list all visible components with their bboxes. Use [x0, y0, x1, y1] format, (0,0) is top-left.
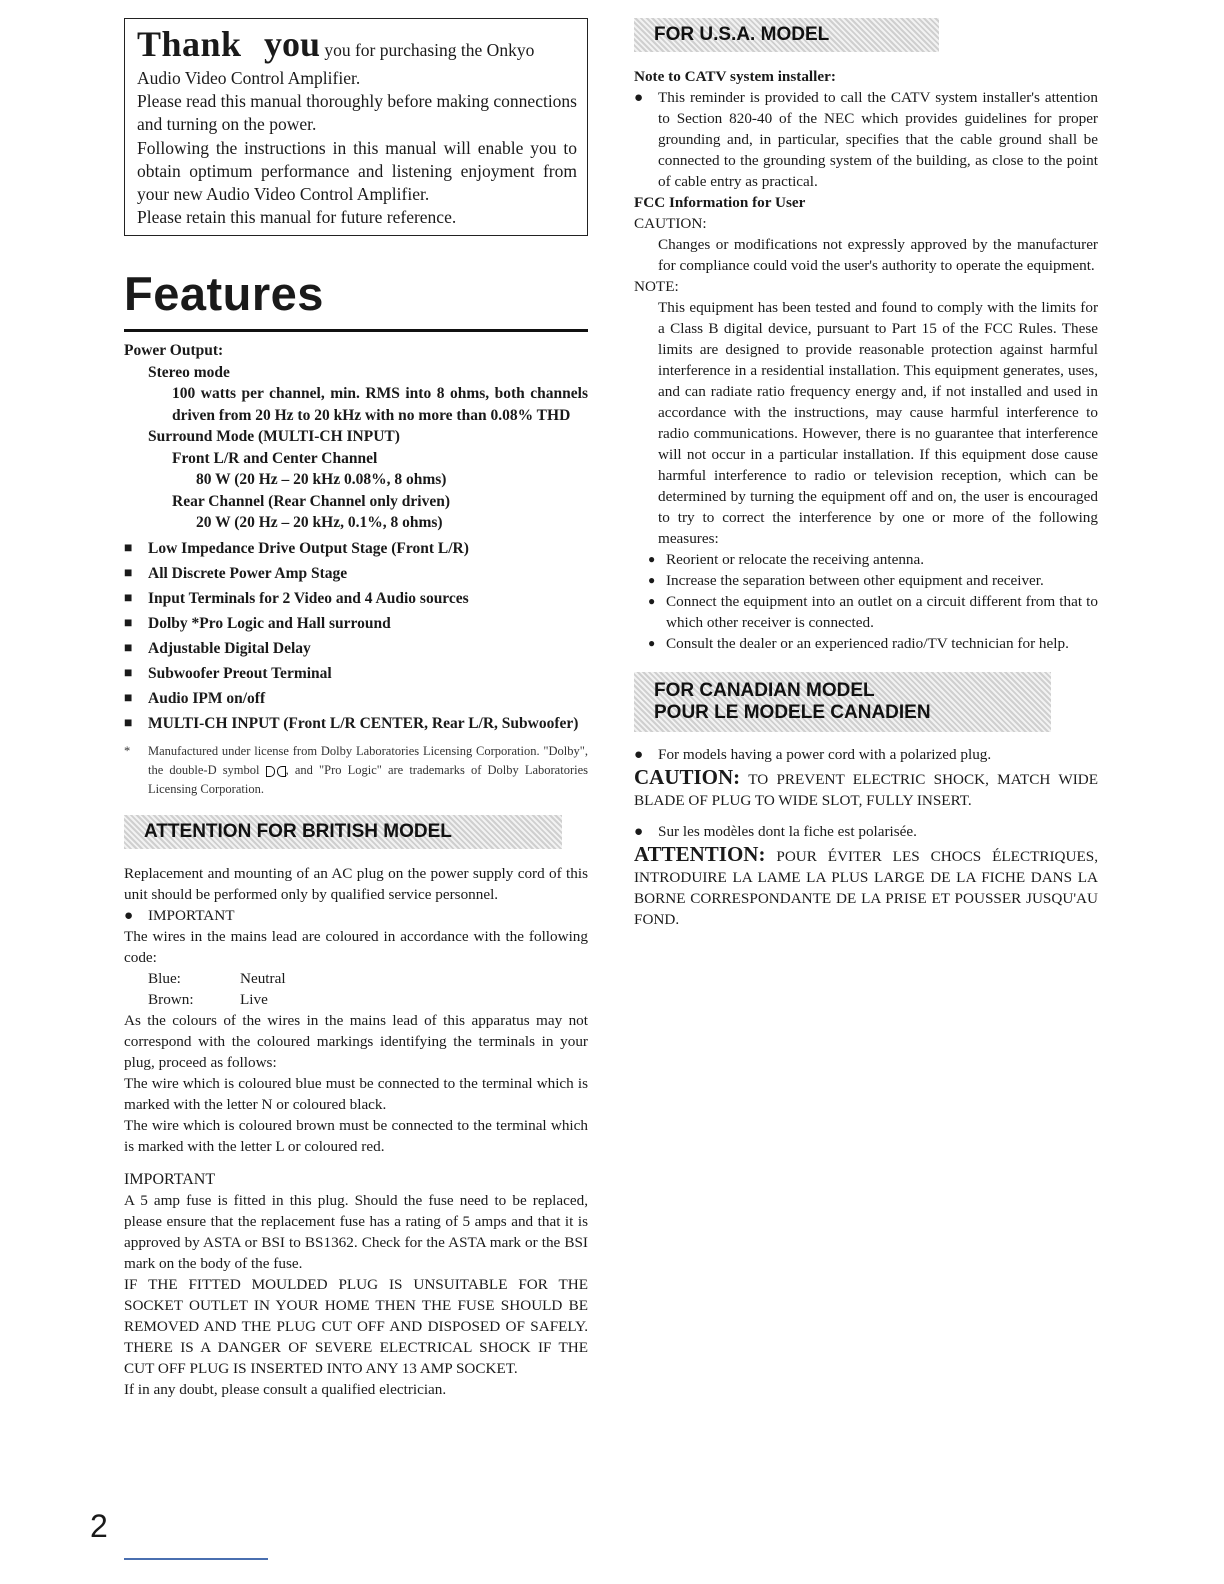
feature-bullet — [124, 563, 588, 584]
thank-you-first-line — [137, 24, 577, 67]
catv-text: This reminder is provided to call the CATV system installer's attention to Section 820-40 of the NEC which provides guidelines for proper grounding and, in particular, specifies that the cable ground shall be connected to the grounding system of the building, as close to the point of cable entry as practical. — [658, 89, 1098, 190]
british-p2: The wires in the mains lead are coloured in accordance with the following code: — [124, 927, 588, 966]
british-p5: The wire which is coloured brown must be connected to the terminal which is marked with the letter L or coloured red. — [124, 1116, 588, 1155]
canada-caution — [634, 767, 1098, 811]
british-p7: IF THE FITTED MOULDED PLUG IS UNSUITABLE FOR THE SOCKET OUTLET IN YOUR HOME THEN THE FUSE SHOULD BE REMOVED AND THE PLUG CUT OFF AND DISPOSED OF SAFELY. THERE IS A DANGER OF SEVERE ELECTRICAL SHOCK IF THE CUT OFF PLUG IS INSERTED INTO ANY 13 AMP SOCKET. — [124, 1275, 588, 1377]
dot-icon: ● — [634, 823, 644, 840]
measure-text: Connect the equipment into an outlet on a circuit different from that to which other receiver is connected. — [666, 593, 1098, 631]
measure-item — [648, 633, 1098, 654]
attention-big: ATTENTION: — [634, 842, 766, 866]
thank-you-line4: Following the instructions in this manual will enable you to obtain optimum performance and listening enjoyment from your new Audio Video Control Amplifier. — [137, 137, 577, 205]
rear-channel: Rear Channel (Rear Channel only driven) — [172, 492, 451, 510]
wire-brown-value: Live — [240, 990, 268, 1008]
dot-icon: ● — [124, 906, 134, 924]
caution-label: CAUTION: — [634, 215, 707, 232]
features-section — [124, 340, 588, 799]
canada-banner-line2: POUR LE MODELE CANADIEN — [654, 702, 931, 723]
wire-blue-value: Neutral — [240, 969, 286, 987]
square-bullet-icon: ■ — [124, 590, 133, 606]
measures-list — [634, 549, 1098, 654]
square-bullet-icon: ■ — [124, 540, 133, 556]
caution-big: CAUTION: — [634, 765, 741, 789]
surround-mode: Surround Mode (MULTI-CH INPUT) — [148, 428, 400, 446]
square-bullet-icon: ■ — [124, 565, 133, 581]
note-text: This equipment has been tested and found to comply with the limits for a Class B digital device, pursuant to Part 15 of the FCC Rules. These limits are designed to provide reasonable protection against harmful interference in a residential installation. This equipment generates, uses, and can radiate ratio frequency energy and, if not installed and used in accordance with the instructions, may cause harmful interference to radio communications. However, there is no guarantee that interference will not occur in a particular installation. If this equipment dose cause harmful interference to radio or television reception, which can be determined by turning the equipment off and on, the user is encouraged to try to correct the interference by one or more of the following measures: — [658, 299, 1098, 547]
you-word: you — [263, 24, 320, 64]
footer-rule — [124, 1558, 268, 1560]
dot-icon: ● — [634, 746, 644, 763]
british-p1: Replacement and mounting of an AC plug on the power supply cord of this unit should be performed only by qualified service personnel. — [124, 864, 588, 903]
canada-banner-wrap — [634, 672, 1098, 732]
usa-banner: FOR U.S.A. MODEL — [634, 18, 939, 52]
feature-bullet-text: Subwoofer Preout Terminal — [148, 664, 332, 682]
important-label: IMPORTANT — [148, 906, 235, 924]
british-p8: If in any doubt, please consult a qualified electrician. — [124, 1380, 447, 1398]
wire-brown-row — [124, 989, 588, 1010]
measure-item — [648, 591, 1098, 633]
dot-icon: ● — [648, 552, 656, 566]
stereo-mode: Stereo mode — [148, 363, 230, 381]
thank-word: Thank — [137, 24, 242, 64]
british-banner: ATTENTION FOR BRITISH MODEL — [124, 815, 562, 849]
thank-you-line1: you for purchasing the Onkyo — [324, 40, 535, 60]
front-center-channel: Front L/R and Center Channel — [172, 449, 378, 467]
note-label: NOTE: — [634, 278, 679, 295]
thank-you-line5: Please retain this manual for future reference. — [137, 207, 457, 228]
canada-attention-text: POUR ÉVITER LES CHOCS ÉLECTRIQUES, INTRODUIRE LA LAME LA PLUS LARGE DE LA FICHE DANS LA BORNE CORRESPONDANTE DE LA PRISE ET POUSSER JUSQU'AU FOND. — [634, 848, 1098, 928]
british-p6: A 5 amp fuse is fitted in this plug. Should the fuse need to be replaced, please ensure that the replacement fuse has a rating of 5 amps and that it is approved by ASTA or BSI to BS1362. Check for the ASTA mark or the BSI mark on the body of the fuse. — [124, 1191, 588, 1272]
fcc-heading: FCC Information for User — [634, 194, 806, 211]
usa-banner-wrap — [634, 18, 1098, 52]
power-output-heading: Power Output: — [124, 342, 224, 360]
footnote-text-b: , and "Pro Logic" are trademarks of Dolby Laboratories Licensing Corporation. — [148, 762, 589, 796]
important-heading: IMPORTANT — [124, 1170, 216, 1188]
feature-bullet-text: Low Impedance Drive Output Stage (Front L/R) — [148, 539, 469, 557]
measure-item — [648, 570, 1098, 591]
rear-spec: 20 W (20 Hz – 20 kHz, 0.1%, 8 ohms) — [196, 514, 443, 532]
front-spec: 80 W (20 Hz – 20 kHz 0.08%, 8 ohms) — [196, 471, 447, 489]
canada-banner-line1: FOR CANADIAN MODEL — [654, 680, 875, 701]
canada-fr-text: Sur les modèles dont la fiche est polarisée. — [658, 823, 917, 840]
feature-bullet-text: Adjustable Digital Delay — [148, 639, 311, 657]
square-bullet-icon: ■ — [124, 690, 133, 706]
usa-section — [634, 66, 1098, 654]
canada-fr-bullet — [634, 821, 1098, 842]
wire-blue-row — [124, 968, 588, 989]
feature-bullet — [124, 688, 588, 709]
british-section — [124, 863, 588, 1400]
canada-caution-text: TO PREVENT ELECTRIC SHOCK, MATCH WIDE BLADE OF PLUG TO WIDE SLOT, FULLY INSERT. — [634, 771, 1098, 809]
footnote-star: * — [124, 743, 131, 758]
right-column — [634, 18, 1098, 930]
feature-bullet — [124, 713, 588, 734]
feature-bullet-text: Audio IPM on/off — [148, 689, 266, 707]
canada-banner — [634, 672, 1051, 732]
canada-section — [634, 744, 1098, 930]
canada-en-text: For models having a power cord with a polarized plug. — [658, 746, 992, 763]
dot-icon: ● — [648, 636, 656, 650]
british-p3: As the colours of the wires in the mains lead of this apparatus may not correspond with the coloured markings identifying the terminals in your plug, proceed as follows: — [124, 1011, 588, 1071]
measure-item — [648, 549, 1098, 570]
feature-bullet — [124, 663, 588, 684]
feature-bullet-text: MULTI-CH INPUT (Front L/R CENTER, Rear L/R, Subwoofer) — [148, 714, 579, 732]
page-number: 2 — [90, 1508, 108, 1544]
thank-you-line2: Audio Video Control Amplifier. — [137, 68, 361, 88]
catv-heading: Note to CATV system installer: — [634, 68, 836, 85]
feature-bullet — [124, 613, 588, 634]
measure-text: Increase the separation between other equipment and receiver. — [666, 572, 1044, 589]
footnote-text-a: Manufactured under license from Dolby Laboratories Licensing Corporation. "Dolby", the double-D symbol — [148, 743, 588, 777]
measure-text: Consult the dealer or an experienced radio/TV technician for help. — [666, 635, 1069, 652]
square-bullet-icon: ■ — [124, 715, 133, 731]
square-bullet-icon: ■ — [124, 615, 133, 631]
catv-bullet — [634, 87, 1098, 192]
stereo-spec: 100 watts per channel, min. RMS into 8 ohms, both channels driven from 20 Hz to 20 kHz with no more than 0.08% THD — [172, 385, 588, 424]
dolby-footnote — [124, 742, 588, 799]
british-banner-wrap — [124, 815, 588, 849]
canada-en-bullet — [634, 744, 1098, 765]
wire-blue-key: Blue: — [148, 969, 181, 987]
feature-bullet-text: Dolby *Pro Logic and Hall surround — [148, 614, 391, 632]
wire-brown-key: Brown: — [148, 990, 194, 1008]
canada-attention — [634, 844, 1098, 930]
double-d-icon — [266, 766, 286, 777]
dot-icon: ● — [648, 573, 656, 587]
dot-icon: ● — [634, 89, 644, 106]
dot-icon: ● — [648, 594, 656, 608]
measure-text: Reorient or relocate the receiving antenna. — [666, 551, 925, 568]
feature-bullet — [124, 638, 588, 659]
british-important-bullet — [124, 905, 588, 926]
features-title: Features — [124, 266, 588, 332]
square-bullet-icon: ■ — [124, 665, 133, 681]
caution-text: Changes or modifications not expressly approved by the manufacturer for compliance could void the user's authority to operate the equipment. — [658, 236, 1098, 274]
left-column — [124, 18, 588, 1400]
feature-bullet — [124, 588, 588, 609]
british-p4: The wire which is coloured blue must be connected to the terminal which is marked with the letter N or coloured black. — [124, 1074, 588, 1113]
square-bullet-icon: ■ — [124, 640, 133, 656]
feature-bullet-text: All Discrete Power Amp Stage — [148, 564, 348, 582]
feature-bullet-list — [124, 538, 588, 734]
thank-you-line3: Please read this manual thoroughly before making connections and turning on the power. — [137, 91, 577, 135]
feature-bullet — [124, 538, 588, 559]
footnote-text — [148, 742, 588, 799]
thank-you-box — [124, 18, 588, 236]
feature-bullet-text: Input Terminals for 2 Video and 4 Audio sources — [148, 589, 469, 607]
